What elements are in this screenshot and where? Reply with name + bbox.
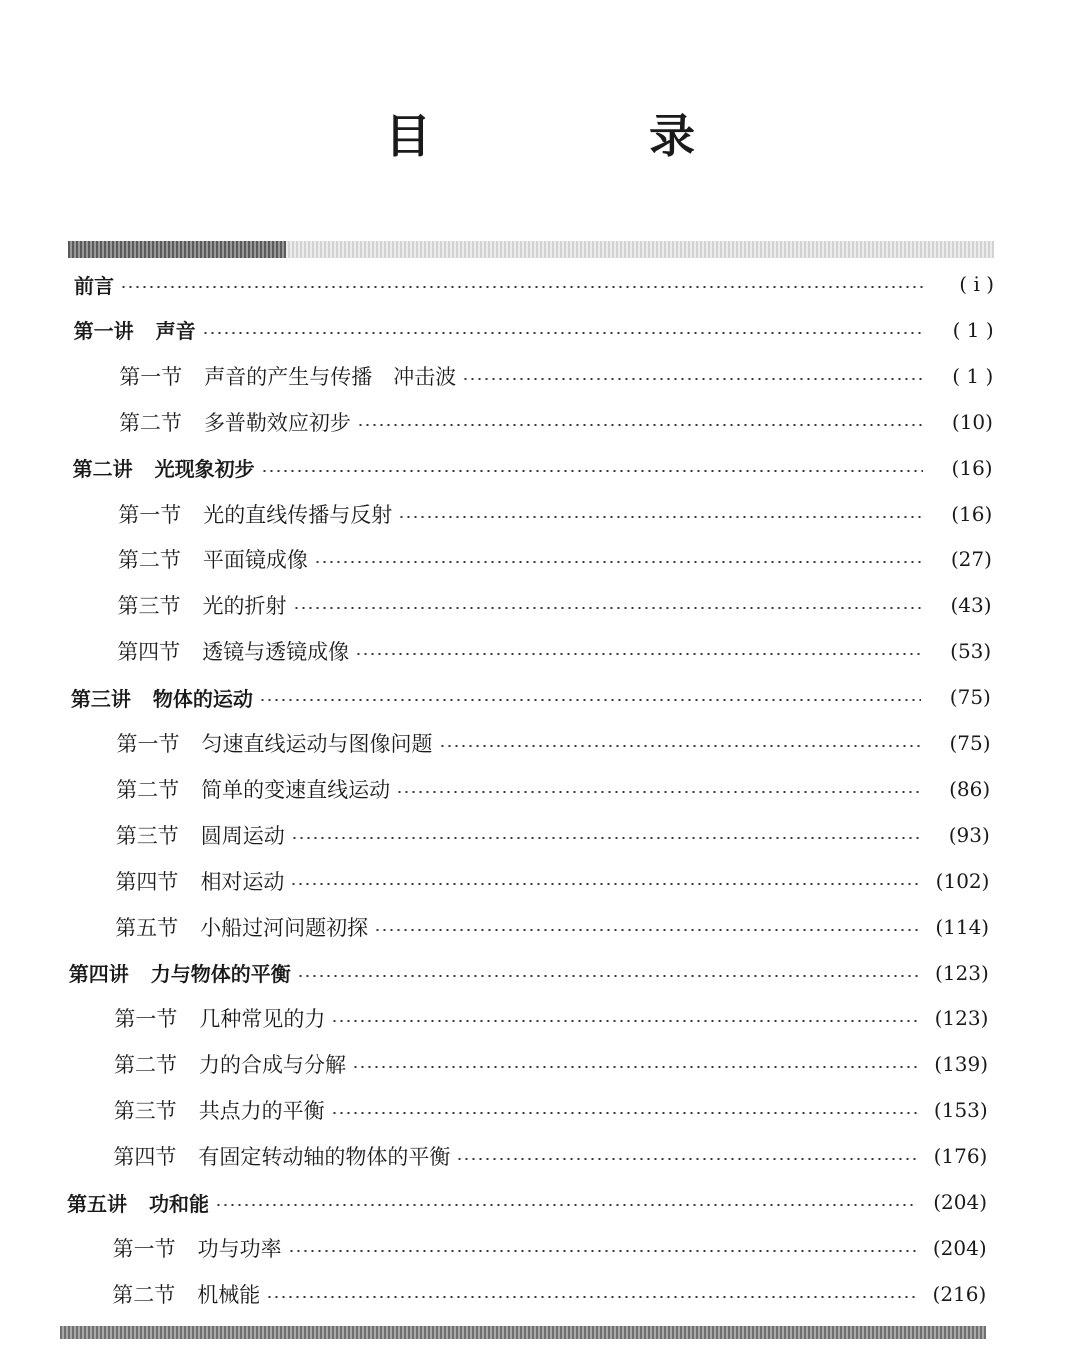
toc-entry-title: 力与物体的平衡 — [150, 962, 291, 986]
toc-entry-title: 光现象初步 — [154, 457, 255, 482]
toc-entry-number: 第四节 — [113, 1145, 177, 1170]
bottom-decorative-band — [60, 1326, 986, 1339]
toc-section-row[interactable] — [114, 1090, 988, 1130]
top-band-dark-segment — [68, 241, 286, 258]
toc-section-row[interactable] — [114, 998, 988, 1038]
toc-entry-title: 共点力的平衡 — [198, 1099, 325, 1124]
toc-leader-dots — [331, 1112, 918, 1114]
toc-entry-number: 第二节 — [116, 777, 180, 802]
toc-entry-title: 圆周运动 — [200, 823, 285, 848]
toc-leader-dots — [202, 332, 924, 334]
toc-entry-title: 物体的运动 — [152, 686, 253, 711]
toc-entry-title: 多普勒效应初步 — [203, 410, 351, 435]
toc-lecture-row[interactable] — [67, 1182, 987, 1222]
toc-entry-number: 第二节 — [114, 1053, 178, 1078]
toc-section-row[interactable] — [118, 585, 992, 625]
toc-page-number: (93) — [948, 822, 990, 847]
toc-section-row[interactable] — [113, 1228, 987, 1268]
toc-section-row[interactable] — [117, 723, 991, 763]
toc-leader-dots — [439, 745, 921, 747]
toc-leader-dots — [314, 561, 922, 563]
toc-entry-title: 力的合成与分解 — [199, 1053, 347, 1078]
toc-section-row[interactable] — [116, 769, 990, 809]
toc-leader-dots — [290, 883, 919, 885]
toc-section-row[interactable] — [119, 356, 993, 396]
toc-entry-number: 第二节 — [117, 548, 181, 573]
toc-page-number: (204) — [933, 1190, 987, 1214]
toc-lecture-row[interactable] — [69, 953, 989, 993]
toc-entry-number: 第二节 — [118, 410, 182, 435]
toc-page-number: (216) — [932, 1281, 987, 1306]
toc-entry-title: 平面镜成像 — [202, 548, 308, 573]
toc-leader-dots — [456, 1158, 917, 1160]
toc-page-number: (43) — [950, 593, 992, 618]
top-decorative-band — [68, 241, 994, 258]
toc-page-number: (139) — [934, 1052, 989, 1077]
toc-page-number: (75) — [949, 731, 991, 755]
toc-section-row[interactable] — [116, 815, 990, 855]
toc-entry-number: 第一节 — [119, 364, 183, 389]
toc-page-number: (10) — [951, 409, 993, 434]
toc-entry-number: 第五节 — [115, 915, 179, 940]
toc-page-number: (86) — [949, 776, 991, 801]
toc-entry-number: 第三节 — [113, 1099, 177, 1124]
toc-entry-title: 相对运动 — [200, 869, 285, 894]
toc-entry-title: 几种常见的力 — [199, 1007, 326, 1032]
toc-page-number: ( 1 ) — [952, 363, 994, 388]
toc-entry-number: 第二节 — [112, 1282, 176, 1307]
toc-page-number: (204) — [932, 1235, 987, 1260]
toc-entry-number: 第三节 — [117, 594, 181, 619]
toc-page-number: ( ⅰ ) — [959, 272, 994, 296]
toc-entry-title: 小船过河问题初探 — [200, 915, 369, 940]
toc-section-row[interactable] — [117, 631, 991, 671]
toc-entry-title: 光的折射 — [202, 594, 287, 619]
toc-section-row[interactable] — [113, 1136, 987, 1176]
toc-entry-title: 透镜与透镜成像 — [202, 640, 350, 665]
toc-leader-dots — [215, 1204, 917, 1206]
toc-leader-dots — [396, 791, 920, 793]
toc-leader-dots — [297, 975, 919, 977]
toc-entry-number: 第三节 — [115, 823, 179, 848]
toc-page-number: (153) — [933, 1098, 988, 1123]
toc-page-number: ( 1 ) — [952, 317, 994, 342]
toc-page-number: (16) — [951, 455, 993, 480]
toc-entry-number: 第一节 — [118, 502, 182, 527]
toc-leader-dots — [259, 699, 921, 701]
toc-section-row[interactable] — [114, 1044, 988, 1084]
toc-entry-number: 第三讲 — [70, 686, 131, 711]
toc-entry-title: 简单的变速直线运动 — [201, 777, 391, 802]
toc-lecture-row[interactable] — [71, 677, 991, 717]
toc-section-row[interactable] — [115, 861, 989, 901]
toc-entry-number: 第四讲 — [68, 962, 129, 986]
toc-leader-dots — [374, 929, 919, 931]
toc-lecture-row[interactable] — [74, 310, 994, 350]
toc-leader-dots — [266, 1296, 916, 1298]
toc-entry-number: 第一讲 — [73, 319, 134, 344]
toc-leader-dots — [288, 1250, 917, 1252]
toc-entry-number: 前言 — [74, 273, 114, 298]
toc-leader-dots — [331, 1020, 918, 1022]
toc-entry-number: 第一节 — [112, 1236, 176, 1261]
toc-page-number: (123) — [934, 1006, 989, 1031]
toc-page-number: (176) — [933, 1144, 988, 1169]
toc-page-number: (75) — [949, 685, 991, 710]
toc-section-row[interactable] — [118, 494, 992, 534]
page-title: 目 录 — [385, 109, 781, 163]
toc-entry-number: 第一节 — [116, 732, 180, 756]
toc-section-row[interactable] — [119, 402, 993, 442]
toc-section-row[interactable] — [112, 1274, 986, 1314]
toc-entry-title: 有固定转动轴的物体的平衡 — [198, 1145, 451, 1170]
toc-page-number: (102) — [935, 868, 990, 893]
toc-page-number: (16) — [951, 501, 993, 526]
toc-lecture-row[interactable] — [74, 264, 994, 304]
toc-entry-number: 第二讲 — [72, 457, 133, 482]
toc-entry-title: 匀速直线运动与图像问题 — [201, 732, 433, 756]
toc-leader-dots — [352, 1066, 918, 1068]
toc-leader-dots — [462, 378, 923, 380]
toc-leader-dots — [355, 653, 921, 655]
toc-lecture-row[interactable] — [73, 448, 993, 488]
toc-entry-title: 声音 — [155, 319, 196, 344]
toc-page-number: (27) — [950, 547, 992, 572]
toc-page-number: (53) — [950, 639, 992, 664]
toc-leader-dots — [398, 516, 922, 518]
toc-leader-dots — [291, 837, 920, 839]
toc-entry-number: 第四节 — [117, 640, 181, 665]
toc-entry-number: 第四节 — [115, 869, 179, 894]
toc-leader-dots — [357, 424, 923, 426]
toc-entry-number: 第五讲 — [67, 1191, 127, 1216]
toc-entry-title: 光的直线传播与反射 — [203, 502, 393, 527]
toc-leader-dots — [293, 607, 922, 609]
toc-section-row[interactable] — [118, 539, 992, 579]
toc-entry-title: 声音的产生与传播 冲击波 — [204, 364, 457, 389]
toc-page-number: (123) — [934, 960, 989, 985]
toc-entry-title: 功和能 — [149, 1191, 209, 1216]
toc-section-row[interactable] — [115, 907, 989, 947]
toc-entry-title: 功与功率 — [197, 1236, 282, 1261]
toc-leader-dots — [120, 286, 924, 288]
toc-leader-dots — [261, 470, 923, 472]
toc-entry-title: 机械能 — [197, 1282, 261, 1307]
toc-page-number: (114) — [935, 914, 990, 939]
toc-entry-number: 第一节 — [114, 1007, 178, 1032]
